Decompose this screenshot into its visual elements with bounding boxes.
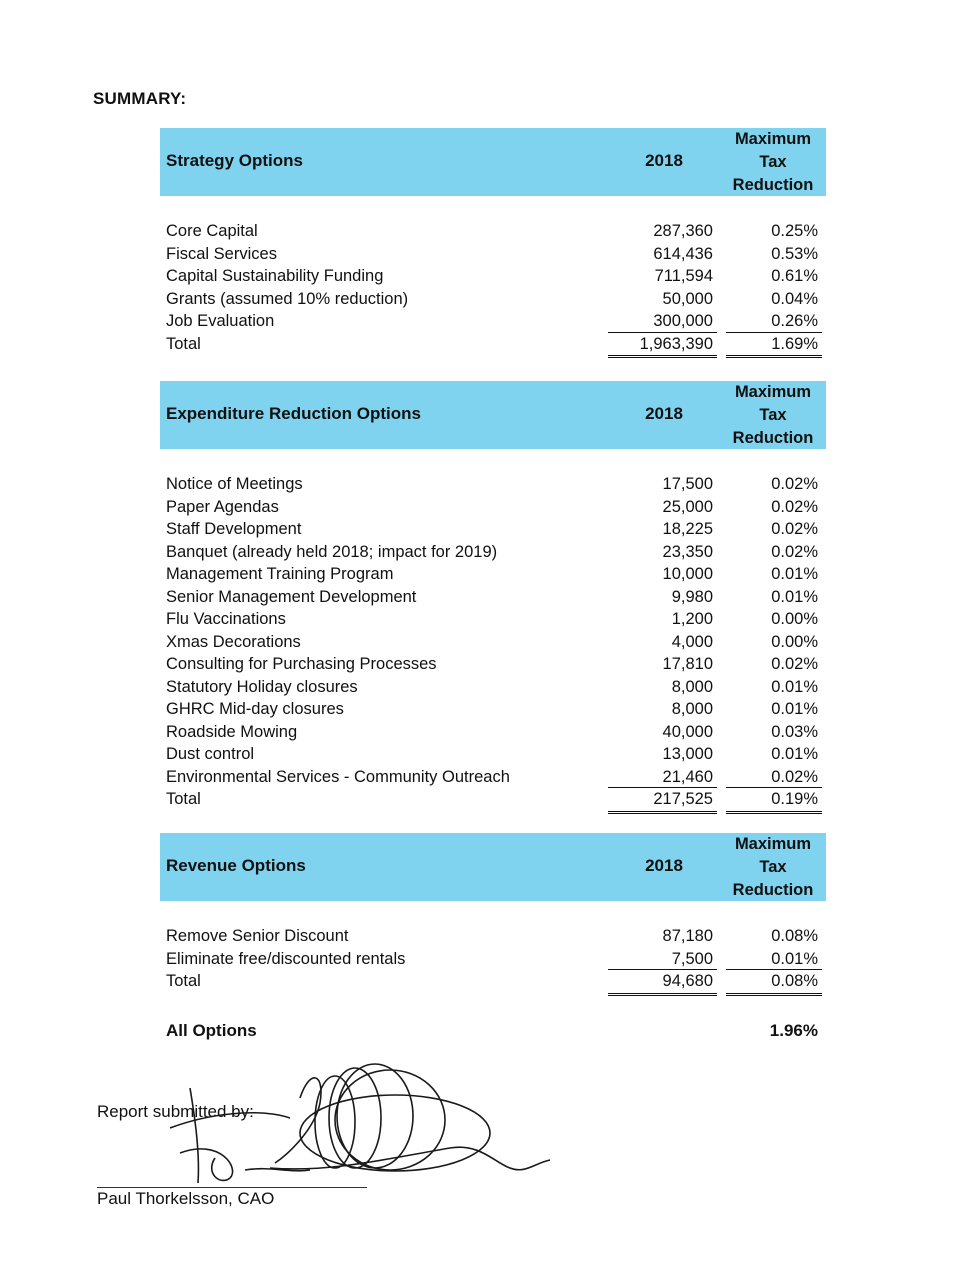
row-label: Management Training Program bbox=[166, 565, 394, 583]
table-row bbox=[160, 948, 826, 971]
row-value-2018: 25,000 bbox=[662, 497, 713, 516]
table-row bbox=[160, 220, 826, 243]
total-row bbox=[160, 970, 826, 993]
row-label: Total bbox=[166, 334, 201, 353]
section-rows bbox=[160, 473, 826, 811]
table-row bbox=[160, 766, 826, 789]
row-label: Dust control bbox=[166, 745, 255, 763]
row-max-tax-reduction: 0.25% bbox=[771, 222, 818, 240]
row-label: Flu Vaccinations bbox=[166, 610, 286, 628]
column-header-year: 2018 bbox=[645, 856, 683, 875]
table-row bbox=[160, 288, 826, 311]
row-value-2018: 94,680 bbox=[662, 972, 713, 990]
row-max-tax-reduction: 0.01% bbox=[771, 745, 818, 763]
table-row bbox=[160, 243, 826, 266]
row-label: Statutory Holiday closures bbox=[166, 677, 358, 696]
column-header-line: Tax bbox=[759, 153, 787, 171]
row-value-2018: 300,000 bbox=[653, 312, 713, 330]
row-max-tax-reduction: 0.02% bbox=[771, 655, 818, 673]
section-title: Expenditure Reduction Options bbox=[166, 404, 422, 423]
subtotal-rule bbox=[608, 969, 717, 970]
table-row bbox=[160, 265, 826, 288]
row-value-2018: 1,200 bbox=[671, 610, 713, 628]
row-label: Grants (assumed 10% reduction) bbox=[166, 289, 409, 308]
row-value-2018: 8,000 bbox=[671, 677, 713, 696]
column-header-line: Reduction bbox=[732, 176, 814, 194]
row-value-2018: 21,460 bbox=[662, 767, 713, 786]
row-max-tax-reduction: 0.04% bbox=[771, 289, 818, 308]
row-max-tax-reduction: 0.01% bbox=[771, 587, 818, 606]
row-value-2018: 287,360 bbox=[653, 222, 713, 240]
row-value-2018: 17,500 bbox=[662, 475, 713, 493]
row-label: Environmental Services - Community Outreach bbox=[166, 767, 510, 786]
report-submitted-label: Report submitted by: bbox=[97, 1102, 254, 1121]
row-max-tax-reduction: 0.02% bbox=[771, 767, 818, 786]
row-value-2018: 13,000 bbox=[662, 745, 713, 763]
row-label: Senior Management Development bbox=[166, 587, 417, 606]
section-3 bbox=[160, 833, 826, 990]
column-header-line: Tax bbox=[759, 406, 787, 424]
total-double-rule bbox=[608, 993, 717, 996]
subtotal-rule bbox=[726, 787, 822, 788]
column-header-line: Maximum bbox=[734, 835, 812, 853]
row-label: Remove Senior Discount bbox=[166, 927, 349, 945]
handwritten-signature bbox=[150, 1058, 560, 1198]
row-value-2018: 1,963,390 bbox=[639, 334, 713, 353]
all-options-percent: 1.96% bbox=[769, 1021, 818, 1040]
total-row bbox=[160, 788, 826, 811]
row-value-2018: 40,000 bbox=[662, 722, 713, 741]
row-max-tax-reduction: 0.00% bbox=[771, 610, 818, 628]
row-label: Notice of Meetings bbox=[166, 475, 303, 493]
row-value-2018: 8,000 bbox=[671, 700, 713, 718]
column-header-line: Maximum bbox=[734, 130, 812, 148]
column-header-line: Maximum bbox=[734, 383, 812, 401]
row-value-2018: 18,225 bbox=[662, 520, 713, 538]
row-value-2018: 50,000 bbox=[662, 289, 713, 308]
row-value-2018: 87,180 bbox=[662, 927, 713, 945]
row-max-tax-reduction: 0.01% bbox=[771, 565, 818, 583]
summary-title: SUMMARY: bbox=[93, 89, 187, 108]
subtotal-rule bbox=[726, 969, 822, 970]
signature-line bbox=[97, 1187, 367, 1188]
column-header-year: 2018 bbox=[645, 404, 683, 423]
section-rows bbox=[160, 220, 826, 355]
row-label: Paper Agendas bbox=[166, 497, 279, 516]
row-label: Consulting for Purchasing Processes bbox=[166, 655, 437, 673]
row-value-2018: 9,980 bbox=[671, 587, 713, 606]
row-label: GHRC Mid-day closures bbox=[166, 700, 344, 718]
table-row bbox=[160, 743, 826, 766]
column-header-line: Reduction bbox=[732, 429, 814, 447]
table-row bbox=[160, 631, 826, 654]
table-row bbox=[160, 925, 826, 948]
row-value-2018: 711,594 bbox=[654, 267, 713, 285]
row-label: Xmas Decorations bbox=[166, 632, 301, 651]
table-row bbox=[160, 310, 826, 333]
table-row bbox=[160, 496, 826, 519]
total-double-rule bbox=[726, 355, 822, 358]
row-max-tax-reduction: 0.02% bbox=[771, 497, 818, 516]
row-value-2018: 7,500 bbox=[671, 949, 713, 968]
row-value-2018: 4,000 bbox=[671, 632, 713, 651]
column-header-max-tax-reduction bbox=[720, 128, 826, 197]
row-label: Capital Sustainability Funding bbox=[166, 267, 384, 285]
total-double-rule bbox=[608, 811, 717, 814]
table-row bbox=[160, 563, 826, 586]
row-max-tax-reduction: 0.02% bbox=[771, 475, 818, 493]
subtotal-rule bbox=[608, 787, 717, 788]
table-row bbox=[160, 721, 826, 744]
table-row bbox=[160, 653, 826, 676]
column-header-max-tax-reduction bbox=[720, 833, 826, 902]
row-label: Roadside Mowing bbox=[166, 722, 298, 741]
row-max-tax-reduction: 1.69% bbox=[771, 334, 818, 353]
row-max-tax-reduction: 0.02% bbox=[771, 542, 818, 561]
column-header-year: 2018 bbox=[645, 151, 683, 170]
subtotal-rule bbox=[608, 332, 717, 333]
row-max-tax-reduction: 0.61% bbox=[771, 267, 818, 285]
total-double-rule bbox=[608, 355, 717, 358]
row-value-2018: 217,525 bbox=[653, 790, 713, 808]
column-header-line: Tax bbox=[759, 858, 787, 876]
section-title: Strategy Options bbox=[166, 151, 303, 170]
row-max-tax-reduction: 0.53% bbox=[771, 244, 818, 263]
row-label: Staff Development bbox=[166, 520, 302, 538]
section-1 bbox=[160, 128, 826, 353]
total-row bbox=[160, 333, 826, 356]
row-value-2018: 17,810 bbox=[662, 655, 713, 673]
row-max-tax-reduction: 0.01% bbox=[771, 949, 818, 968]
column-header-line: Reduction bbox=[732, 881, 814, 899]
row-label: Job Evaluation bbox=[166, 312, 275, 330]
row-value-2018: 614,436 bbox=[653, 244, 713, 263]
section-header bbox=[160, 381, 826, 449]
column-header-max-tax-reduction bbox=[720, 381, 826, 450]
row-max-tax-reduction: 0.00% bbox=[771, 632, 818, 651]
section-2 bbox=[160, 381, 826, 808]
row-label: Banquet (already held 2018; impact for 2019) bbox=[166, 542, 498, 561]
row-label: Total bbox=[166, 790, 201, 808]
table-row bbox=[160, 473, 826, 496]
row-label: Total bbox=[166, 972, 201, 990]
row-value-2018: 23,350 bbox=[662, 542, 713, 561]
signer-name: Paul Thorkelsson, CAO bbox=[97, 1189, 275, 1208]
total-double-rule bbox=[726, 993, 822, 996]
row-label: Eliminate free/discounted rentals bbox=[166, 949, 406, 968]
row-label: Core Capital bbox=[166, 222, 258, 240]
table-row bbox=[160, 518, 826, 541]
section-header bbox=[160, 833, 826, 901]
row-max-tax-reduction: 0.08% bbox=[771, 927, 818, 945]
subtotal-rule bbox=[726, 332, 822, 333]
table-row bbox=[160, 608, 826, 631]
row-value-2018: 10,000 bbox=[662, 565, 713, 583]
row-max-tax-reduction: 0.08% bbox=[771, 972, 818, 990]
row-max-tax-reduction: 0.01% bbox=[771, 700, 818, 718]
row-label: Fiscal Services bbox=[166, 244, 277, 263]
table-row bbox=[160, 541, 826, 564]
row-max-tax-reduction: 0.02% bbox=[771, 520, 818, 538]
total-double-rule bbox=[726, 811, 822, 814]
table-row bbox=[160, 676, 826, 699]
section-rows bbox=[160, 925, 826, 993]
section-title: Revenue Options bbox=[166, 856, 306, 875]
table-row bbox=[160, 698, 826, 721]
table-row bbox=[160, 586, 826, 609]
row-max-tax-reduction: 0.03% bbox=[771, 722, 818, 741]
all-options-label: All Options bbox=[166, 1021, 257, 1040]
row-max-tax-reduction: 0.26% bbox=[771, 312, 818, 330]
section-header bbox=[160, 128, 826, 196]
row-max-tax-reduction: 0.19% bbox=[771, 790, 818, 808]
row-max-tax-reduction: 0.01% bbox=[771, 677, 818, 696]
